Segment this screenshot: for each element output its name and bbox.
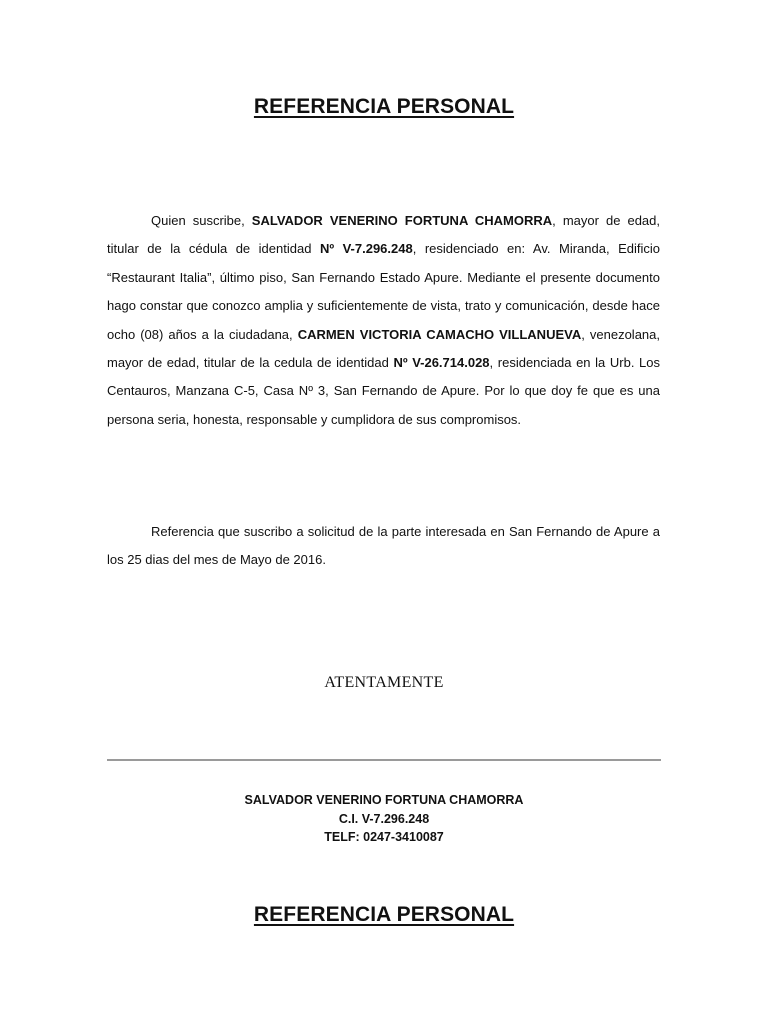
body-paragraph-1 — [107, 207, 660, 434]
body-paragraph-2: Referencia que suscribo a solicitud de la parte interesada en San Fernando de Apure a los 25 dias del mes de Mayo de 2016. — [107, 524, 660, 568]
signature-name: SALVADOR VENERINO FORTUNA CHAMORRA — [244, 793, 524, 807]
paragraph-1-text-5: , residenciada en la Urb. Los Centauros, Manzana C-5, Casa Nº 3, San Fernando de Apure. Por lo que doy fe que es una persona seria, honesta, responsable y cumplidora de sus compromisos. — [107, 355, 660, 427]
paragraph-1-text-4: , venezolana, mayor de edad, titular de la cedula de identidad — [107, 326, 660, 371]
paragraph-1-text-1: Quien suscribe, — [151, 213, 252, 228]
signature-id: C.I. V-7.296.248 — [338, 811, 430, 826]
signer-name-inline: SALVADOR VENERINO FORTUNA CHAMORRA — [251, 213, 553, 228]
signer-id-inline: Nº V-7.296.248 — [319, 241, 413, 257]
subject-id-inline: Nº V-26.714.028 — [393, 355, 490, 371]
paragraph-1-text-3: , residenciado en: Av. Miranda, Edificio “Restaurant Italia”, último piso, San Fernando Estado Apure. Mediante el presente documento hago constar que conozco amplia y suficientemente de vista, trato y comunicación, desde hace ocho (08) años a la ciudadana, — [107, 241, 661, 342]
paragraph-1-text-2: , mayor de edad, titular de la cédula de identidad — [107, 213, 661, 257]
next-page-title: REFERENCIA PERSONAL — [253, 903, 515, 926]
subject-name-inline: CARMEN VICTORIA CAMACHO VILLANUEVA — [297, 326, 582, 342]
signature-block — [0, 791, 768, 847]
closing-salutation: ATENTAMENTE — [324, 674, 444, 691]
document-title: REFERENCIA PERSONAL — [253, 95, 515, 118]
signature-phone: TELF: 0247-3410087 — [324, 830, 444, 844]
signature-line — [107, 759, 661, 761]
